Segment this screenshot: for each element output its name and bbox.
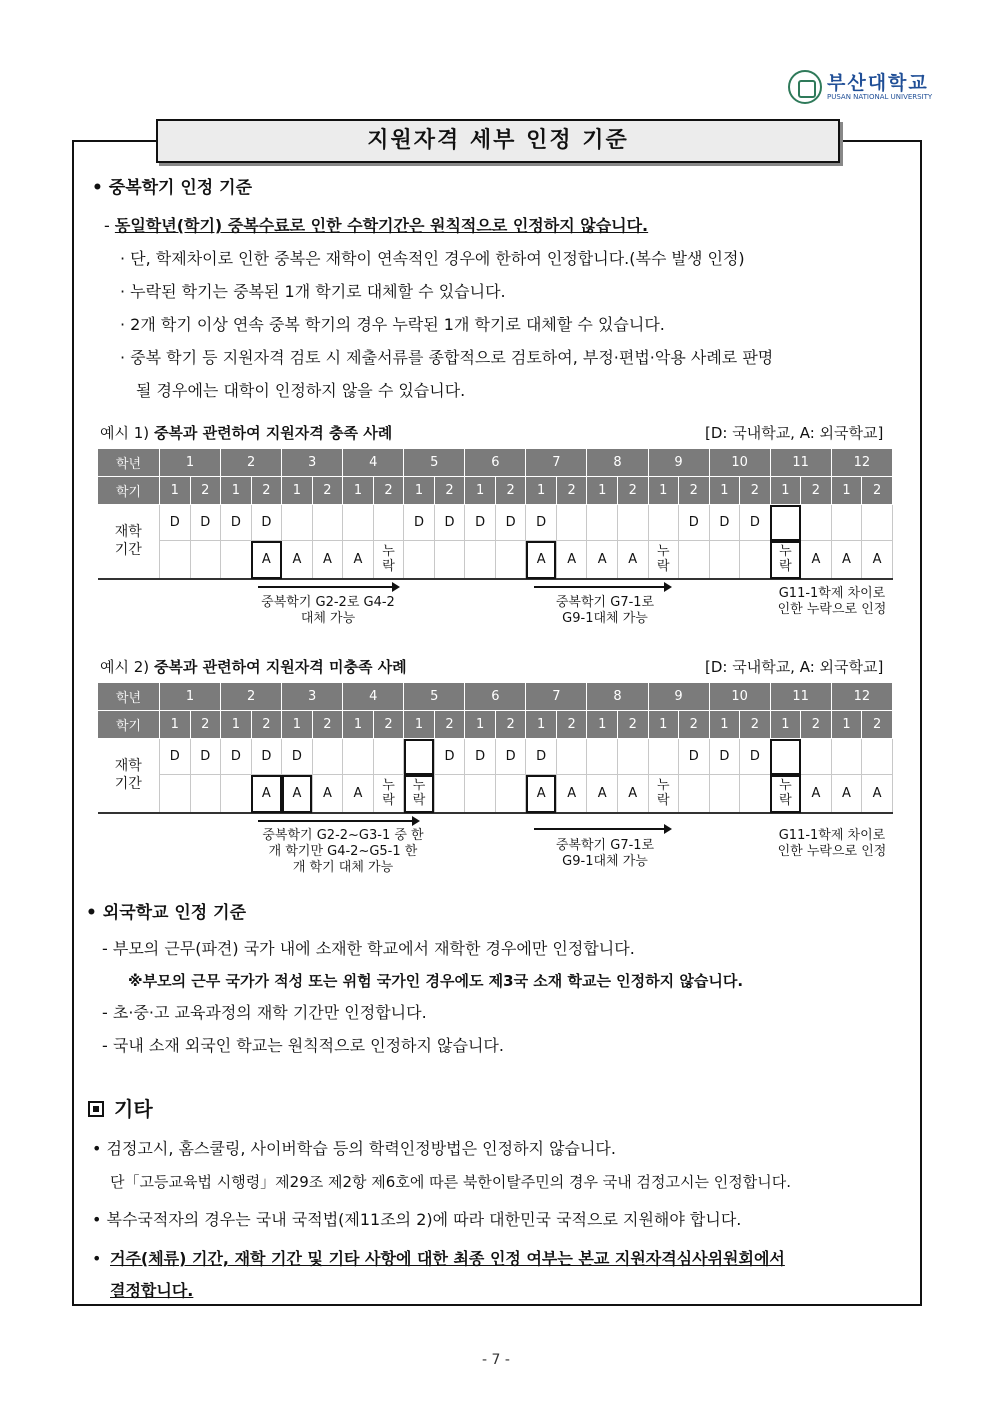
semester-cell: 1 <box>343 711 374 739</box>
grade-cell: 1 <box>160 449 221 477</box>
ex1-legend: [D: 국내학교, A: 외국학교] <box>705 424 884 442</box>
semester-cell: 1 <box>709 711 740 739</box>
foreign-cell: A <box>312 541 343 579</box>
sec3-item-2: 단「고등교육법 시행령」제29조 제2항 제6호에 따른 북한이탈주민의 경우 국내 검정고시는 인정합니다. <box>110 1173 791 1191</box>
domestic-cell: D <box>679 505 710 541</box>
domestic-cell <box>648 505 679 541</box>
semester-cell: 2 <box>251 711 282 739</box>
ex1-heading <box>100 422 392 443</box>
grade-cell: 12 <box>831 449 892 477</box>
ex2-prefix: 예시 2) <box>100 658 150 676</box>
domestic-cell <box>556 739 587 775</box>
ex1-note-3 <box>772 586 892 618</box>
sec3-heading: 기타 <box>114 1097 153 1121</box>
foreign-cell <box>740 775 771 813</box>
foreign-cell <box>190 541 221 579</box>
domestic-cell <box>404 739 435 775</box>
foreign-cell: A <box>556 541 587 579</box>
foreign-cell <box>709 541 740 579</box>
grade-label: 학년 <box>98 683 160 711</box>
domestic-cell: D <box>495 505 526 541</box>
ex1-note-1-line2: 대체 가능 <box>300 611 356 626</box>
foreign-cell: A <box>831 775 862 813</box>
ex2-arrow-2 <box>534 828 670 830</box>
sec1-item-4: · 중복 학기 등 지원자격 검토 시 제출서류를 종합적으로 검토하여, 부정·편법·악용 사례로 판명 <box>120 348 774 367</box>
ex1-note-2-line1: 중복학기 G7-1로 <box>555 595 655 610</box>
ex2-legend: [D: 국내학교, A: 외국학교] <box>705 658 884 676</box>
foreign-cell <box>160 775 191 813</box>
semester-cell: 1 <box>587 477 618 505</box>
domestic-cell <box>312 505 343 541</box>
grade-cell: 5 <box>404 683 465 711</box>
semester-cell: 1 <box>648 477 679 505</box>
foreign-cell: A <box>617 775 648 813</box>
domestic-cell: D <box>679 739 710 775</box>
domestic-cell <box>862 739 893 775</box>
square-bullet-icon <box>88 1101 104 1117</box>
ex1-note-2-line2: G9-1대체 가능 <box>562 611 648 626</box>
ex1-note-1-line1: 중복학기 G2-2로 G4-2 <box>261 595 395 610</box>
foreign-cell: 누 락 <box>648 775 679 813</box>
semester-cell: 1 <box>343 477 374 505</box>
semester-cell: 2 <box>434 477 465 505</box>
foreign-cell: A <box>251 541 282 579</box>
domestic-cell: D <box>282 739 313 775</box>
semester-cell: 1 <box>160 711 191 739</box>
grade-cell: 12 <box>831 683 892 711</box>
semester-cell: 2 <box>373 477 404 505</box>
semester-cell: 1 <box>465 477 496 505</box>
foreign-cell: A <box>831 541 862 579</box>
semester-cell: 2 <box>617 477 648 505</box>
semester-cell: 2 <box>373 711 404 739</box>
ex2-note-1 <box>254 828 432 876</box>
foreign-cell: A <box>556 775 587 813</box>
semester-cell: 1 <box>770 711 801 739</box>
semester-cell: 2 <box>740 477 771 505</box>
semester-cell: 1 <box>221 477 252 505</box>
grade-cell: 6 <box>465 683 526 711</box>
semester-cell: 1 <box>831 711 862 739</box>
semester-cell: 1 <box>221 711 252 739</box>
semester-cell: 2 <box>312 711 343 739</box>
domestic-cell <box>862 505 893 541</box>
foreign-cell: A <box>526 541 557 579</box>
domestic-cell <box>648 739 679 775</box>
ex1-arrow-1 <box>258 586 398 588</box>
sec3-item-3: • 복수국적자의 경우는 국내 국적법(제11조의 2)에 따라 대한민국 국적으로 지원해야 합니다. <box>92 1210 742 1229</box>
semester-cell: 1 <box>526 711 557 739</box>
ex2-note-1-line3: 개 학기 대체 가능 <box>292 860 394 875</box>
semester-cell: 1 <box>404 711 435 739</box>
enroll-label-1: 재학 <box>114 524 142 541</box>
foreign-cell <box>221 775 252 813</box>
domestic-cell <box>373 739 404 775</box>
foreign-cell <box>404 541 435 579</box>
grade-cell: 3 <box>282 449 343 477</box>
domestic-cell: D <box>221 505 252 541</box>
domestic-cell <box>831 739 862 775</box>
sec3-heading-line <box>88 1096 153 1122</box>
domestic-cell <box>617 505 648 541</box>
semester-cell: 1 <box>282 711 313 739</box>
foreign-cell <box>740 541 771 579</box>
semester-cell: 2 <box>862 477 893 505</box>
logo-name-kr: 부산대학교 <box>827 71 929 94</box>
enroll-label-2: 기간 <box>114 776 142 793</box>
domestic-cell: D <box>434 505 465 541</box>
domestic-cell <box>617 739 648 775</box>
ex1-note-3-line1: G11-1학제 차이로 <box>778 586 886 601</box>
domestic-cell: D <box>709 505 740 541</box>
grade-cell: 4 <box>343 683 404 711</box>
sec1-item-1: · 단, 학제차이로 인한 중복은 재학이 연속적인 경우에 한하여 인정합니다.(복수 발생 인정) <box>120 249 745 268</box>
enroll-label-2: 기간 <box>114 542 142 559</box>
domestic-cell: D <box>465 739 496 775</box>
sec1-item-3: · 2개 학기 이상 연속 중복 학기의 경우 누락된 1개 학기로 대체할 수 있습니다. <box>120 315 665 334</box>
grade-cell: 1 <box>160 683 221 711</box>
foreign-cell: A <box>862 775 893 813</box>
grade-cell: 11 <box>770 449 831 477</box>
semester-cell: 2 <box>801 711 832 739</box>
semester-cell: 2 <box>801 477 832 505</box>
foreign-cell <box>495 541 526 579</box>
foreign-cell: A <box>312 775 343 813</box>
semester-cell: 2 <box>312 477 343 505</box>
foreign-cell: A <box>282 775 313 813</box>
foreign-cell: A <box>251 775 282 813</box>
semester-label: 학기 <box>98 711 160 739</box>
foreign-cell: 누 락 <box>648 541 679 579</box>
ex2-note-3 <box>772 828 892 860</box>
foreign-cell: 누 락 <box>770 541 801 579</box>
domestic-cell: D <box>495 739 526 775</box>
ex1-note-3-line2: 인한 누락으로 인정 <box>777 602 887 617</box>
domestic-cell <box>282 505 313 541</box>
semester-cell: 2 <box>190 711 221 739</box>
foreign-cell: A <box>343 541 374 579</box>
enroll-label <box>98 505 160 579</box>
domestic-cell: D <box>251 505 282 541</box>
semester-cell: 2 <box>251 477 282 505</box>
domestic-cell: D <box>190 739 221 775</box>
ex1-title: 중복과 관련하여 지원자격 충족 사례 <box>153 424 393 442</box>
sec3-bullet-4: • <box>92 1249 102 1268</box>
domestic-cell <box>373 505 404 541</box>
grade-cell: 9 <box>648 449 709 477</box>
grade-cell: 4 <box>343 449 404 477</box>
sec3-item-4: 거주(체류) 기간, 재학 기간 및 기타 사항에 대한 최종 인정 여부는 본교 지원자격심사위원회에서 <box>110 1249 785 1268</box>
ex2-note-3-line1: G11-1학제 차이로 <box>778 828 886 843</box>
foreign-cell: 누 락 <box>404 775 435 813</box>
sec1-item-2: · 누락된 학기는 중복된 1개 학기로 대체할 수 있습니다. <box>120 282 506 301</box>
foreign-cell <box>495 775 526 813</box>
semester-cell: 2 <box>862 711 893 739</box>
foreign-cell: A <box>526 775 557 813</box>
domestic-cell <box>343 739 374 775</box>
domestic-cell: D <box>221 739 252 775</box>
foreign-cell: 누 락 <box>373 775 404 813</box>
semester-cell: 2 <box>434 711 465 739</box>
ex2-note-1-line2: 개 학기만 G4-2~G5-1 한 <box>268 844 418 859</box>
page-title: 지원자격 세부 인정 기준 <box>156 119 840 163</box>
ex2-note-3-line2: 인한 누락으로 인정 <box>777 844 887 859</box>
foreign-cell: 누 락 <box>770 775 801 813</box>
foreign-cell <box>190 775 221 813</box>
domestic-cell: D <box>190 505 221 541</box>
domestic-cell <box>556 505 587 541</box>
semester-cell: 2 <box>190 477 221 505</box>
foreign-cell: 누 락 <box>373 541 404 579</box>
grade-cell: 9 <box>648 683 709 711</box>
foreign-cell: A <box>862 541 893 579</box>
semester-cell: 2 <box>495 477 526 505</box>
grade-cell: 8 <box>587 683 648 711</box>
ex2-table <box>97 682 893 814</box>
domestic-cell: D <box>740 739 771 775</box>
ex1-arrow-2 <box>534 586 670 588</box>
semester-cell: 2 <box>556 477 587 505</box>
sec2-item-4: - 국내 소재 외국인 학교는 원칙적으로 인정하지 않습니다. <box>102 1036 504 1055</box>
semester-cell: 2 <box>495 711 526 739</box>
domestic-cell: D <box>160 739 191 775</box>
sec1-rule-line <box>104 215 648 237</box>
sec1-item-5: 될 경우에는 대학이 인정하지 않을 수 있습니다. <box>136 381 466 400</box>
sec1-rule-dash: - <box>104 216 110 235</box>
domestic-cell <box>831 505 862 541</box>
domestic-cell: D <box>526 505 557 541</box>
semester-cell: 1 <box>648 711 679 739</box>
domestic-cell <box>801 505 832 541</box>
foreign-cell: A <box>801 541 832 579</box>
ex2-note-2-line1: 중복학기 G7-1로 <box>555 838 655 853</box>
university-seal-icon <box>788 70 822 104</box>
foreign-cell <box>465 541 496 579</box>
foreign-cell <box>160 541 191 579</box>
sec1-rule: 동일학년(학기) 중복수료로 인한 수학기간은 원칙적으로 인정하지 않습니다. <box>114 216 649 235</box>
page-number: - 7 - <box>482 1352 510 1368</box>
semester-cell: 1 <box>404 477 435 505</box>
foreign-cell <box>679 541 710 579</box>
foreign-cell <box>465 775 496 813</box>
semester-label: 학기 <box>98 477 160 505</box>
foreign-cell: A <box>617 541 648 579</box>
logo-name-en: PUSAN NATIONAL UNIVERSITY <box>827 92 933 101</box>
semester-cell: 2 <box>679 477 710 505</box>
semester-cell: 2 <box>556 711 587 739</box>
semester-cell: 1 <box>831 477 862 505</box>
semester-cell: 1 <box>160 477 191 505</box>
domestic-cell: D <box>526 739 557 775</box>
domestic-cell <box>770 505 801 541</box>
ex2-note-2-line2: G9-1대체 가능 <box>562 854 648 869</box>
grade-cell: 7 <box>526 683 587 711</box>
domestic-cell: D <box>740 505 771 541</box>
ex2-note-1-line1: 중복학기 G2-2~G3-1 중 한 <box>262 828 424 843</box>
grade-cell: 2 <box>221 449 282 477</box>
domestic-cell: D <box>709 739 740 775</box>
domestic-cell <box>312 739 343 775</box>
grade-cell: 11 <box>770 683 831 711</box>
sec1-heading: • 중복학기 인정 기준 <box>92 178 252 198</box>
sec2-item-3: - 초·중·고 교육과정의 재학 기간만 인정합니다. <box>102 1003 427 1022</box>
ex1-table <box>97 448 893 580</box>
ex1-note-1 <box>256 595 400 627</box>
grade-cell: 10 <box>709 449 770 477</box>
foreign-cell: A <box>587 775 618 813</box>
grade-label: 학년 <box>98 449 160 477</box>
domestic-cell: D <box>404 505 435 541</box>
domestic-cell <box>770 739 801 775</box>
foreign-cell: A <box>587 541 618 579</box>
sec2-item-1: - 부모의 근무(파견) 국가 내에 소재한 학교에서 재학한 경우에만 인정합니다. <box>102 939 635 958</box>
grade-cell: 7 <box>526 449 587 477</box>
domestic-cell <box>587 505 618 541</box>
grade-cell: 2 <box>221 683 282 711</box>
domestic-cell: D <box>465 505 496 541</box>
domestic-cell: D <box>434 739 465 775</box>
foreign-cell: A <box>282 541 313 579</box>
grade-cell: 3 <box>282 683 343 711</box>
enroll-label-1: 재학 <box>114 758 142 775</box>
domestic-cell <box>587 739 618 775</box>
foreign-cell: A <box>801 775 832 813</box>
semester-cell: 1 <box>465 711 496 739</box>
grade-cell: 5 <box>404 449 465 477</box>
grade-cell: 10 <box>709 683 770 711</box>
foreign-cell <box>434 775 465 813</box>
ex1-prefix: 예시 1) <box>100 424 150 442</box>
foreign-cell <box>221 541 252 579</box>
sec3-item-5: 결정합니다. <box>110 1281 194 1300</box>
semester-cell: 1 <box>709 477 740 505</box>
domestic-cell <box>801 739 832 775</box>
ex2-title: 중복과 관련하여 지원자격 미충족 사례 <box>153 658 407 676</box>
sec3-item-1: • 검정고시, 홈스쿨링, 사이버학습 등의 학력인정방법은 인정하지 않습니다. <box>92 1139 616 1158</box>
ex1-note-2 <box>540 595 670 627</box>
enroll-label <box>98 739 160 813</box>
grade-cell: 8 <box>587 449 648 477</box>
semester-cell: 2 <box>679 711 710 739</box>
foreign-cell <box>709 775 740 813</box>
foreign-cell: A <box>343 775 374 813</box>
foreign-cell <box>434 541 465 579</box>
sec2-heading: • 외국학교 인정 기준 <box>86 903 246 923</box>
university-logo <box>788 70 932 104</box>
ex2-arrow-1 <box>258 820 418 822</box>
semester-cell: 1 <box>587 711 618 739</box>
ex2-heading <box>100 656 407 677</box>
foreign-cell <box>679 775 710 813</box>
domestic-cell: D <box>251 739 282 775</box>
semester-cell: 1 <box>770 477 801 505</box>
ex2-note-2 <box>540 838 670 870</box>
semester-cell: 2 <box>617 711 648 739</box>
semester-cell: 1 <box>282 477 313 505</box>
semester-cell: 2 <box>740 711 771 739</box>
grade-cell: 6 <box>465 449 526 477</box>
domestic-cell <box>343 505 374 541</box>
sec2-item-2: ※부모의 근무 국가가 적성 또는 위험 국가인 경우에도 제3국 소재 학교는 인정하지 않습니다. <box>128 972 744 990</box>
domestic-cell: D <box>160 505 191 541</box>
semester-cell: 1 <box>526 477 557 505</box>
